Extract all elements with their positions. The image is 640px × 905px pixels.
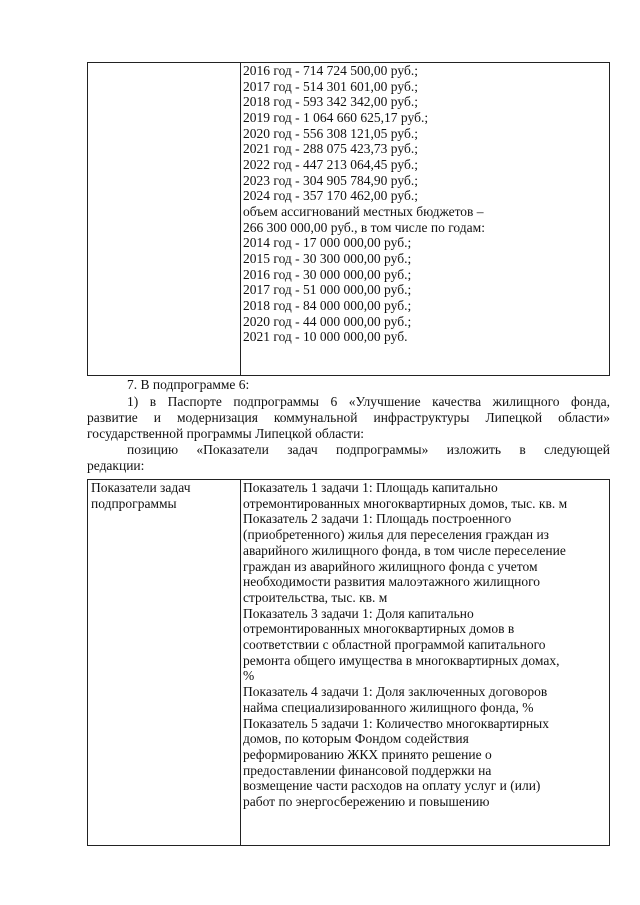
budget-table-left-cell [88,63,241,375]
section-heading: 7. В подпрограмме 6: [127,377,250,392]
indicator-line: работ по энергосбережению и повышению [243,794,490,810]
budget-line: объем ассигнований местных бюджетов – [243,203,484,219]
indicators-table [87,479,610,846]
budget-line: 266 300 000,00 руб., в том числе по годам: [243,219,485,235]
indicator-line: аварийного жилищного фонда, в том числе переселение [243,542,566,558]
budget-line: 2021 год - 288 075 423,73 руб.; [243,141,418,157]
indicator-line: строительства, тыс. кв. м [243,589,388,605]
indicator-line: (приобретенного) жилья для переселения граждан из [243,527,550,543]
budget-line: 2017 год - 51 000 000,00 руб.; [243,282,412,298]
budget-line: 2024 год - 357 170 462,00 руб.; [243,188,418,204]
indicator-line: отремонтированных многоквартирных домов, тыс. кв. м [243,495,568,511]
budget-line: 2016 год - 714 724 500,00 руб.; [243,63,418,78]
budget-line: 2014 год - 17 000 000,00 руб.; [243,235,412,251]
indicators-label: подпрограммы [91,495,177,511]
indicator-line: % [243,668,255,684]
indicators-label-cell [88,480,241,845]
indicator-line: домов, по которым Фондом содействия [243,731,469,747]
indicator-line: отремонтированных многоквартирных домов в [243,621,515,637]
indicator-line: Показатель 1 задачи 1: Площадь капитально [243,480,498,495]
budget-line: 2023 год - 304 905 784,90 руб.; [243,172,418,188]
indicator-line: Показатель 2 задачи 1: Площадь построенного [243,511,512,527]
budget-table-right-cell [241,63,609,375]
indicator-line: Показатель 3 задачи 1: Доля капитально [243,605,474,621]
indicator-line: Показатель 5 задачи 1: Количество многоквартирных [243,715,550,731]
indicator-line: возмещение части расходов на оплату услуг и (или) [243,778,541,794]
budget-line: 2016 год - 30 000 000,00 руб.; [243,266,412,282]
indicators-value-cell [241,480,609,845]
budget-line: 2021 год - 10 000 000,00 руб. [243,329,408,345]
indicator-line: реформированию ЖКХ принято решение о [243,746,492,762]
budget-line: 2015 год - 30 300 000,00 руб.; [243,250,412,266]
paragraph-line: редакции: [87,458,145,473]
indicators-label: Показатели задач [91,480,191,495]
budget-line: 2019 год - 1 064 660 625,17 руб.; [243,109,429,125]
budget-line: 2018 год - 593 342 342,00 руб.; [243,94,418,110]
indicator-line: соответствии с областной программой капитального [243,637,546,653]
paragraph-line: развитие и модернизация коммунальной инфраструктуры Липецкой области» [87,410,610,425]
budget-line: 2017 год - 514 301 601,00 руб.; [243,78,418,94]
paragraph-line: 1) в Паспорте подпрограммы 6 «Улучшение качества жилищного фонда, [127,394,610,409]
indicator-line: ремонта общего имущества в многоквартирных домах, [243,652,560,668]
indicator-line: граждан из аварийного жилищного фонда с учетом [243,558,538,574]
indicator-line: найма специализированного жилищного фонда, % [243,699,534,715]
budget-line: 2018 год - 84 000 000,00 руб.; [243,297,412,313]
indicator-line: предоставлении финансовой поддержки на [243,762,492,778]
paragraph-line: позицию «Показатели задач подпрограммы» изложить в следующей [127,442,610,457]
budget-line: 2020 год - 556 308 121,05 руб.; [243,125,418,141]
indicator-line: необходимости развития малоэтажного жилищного [243,574,541,590]
budget-table [87,62,610,376]
paragraph-line: государственной программы Липецкой области: [87,426,365,441]
indicator-line: Показатель 4 задачи 1: Доля заключенных договоров [243,684,548,700]
budget-line: 2020 год - 44 000 000,00 руб.; [243,313,412,329]
budget-line: 2022 год - 447 213 064,45 руб.; [243,156,418,172]
